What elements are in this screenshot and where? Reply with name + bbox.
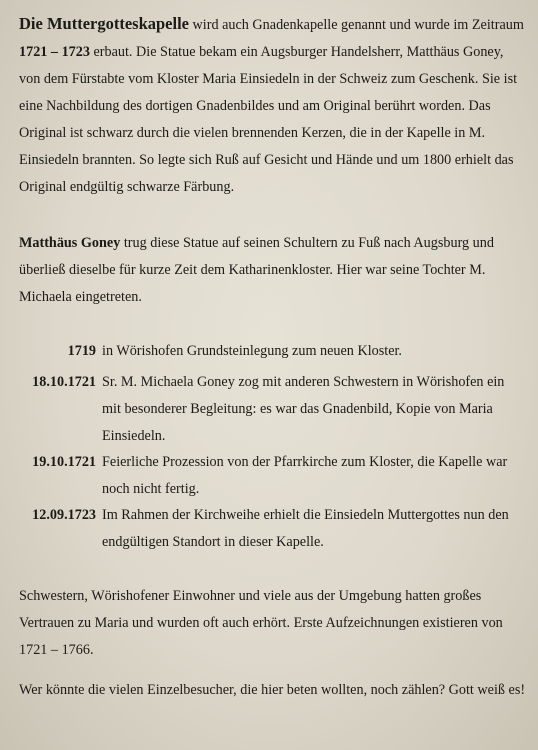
goney-paragraph xyxy=(19,230,527,311)
chronology-date: 18.10.1721 xyxy=(32,374,96,390)
intro-text-1: wird auch Gnadenkapelle genannt und wurde im Zeitraum xyxy=(189,17,524,33)
heading-title: Die Muttergotteskapelle xyxy=(19,14,189,33)
chronology-date: 19.10.1721 xyxy=(32,454,96,470)
chronology-date: 12.09.1723 xyxy=(32,507,96,523)
goney-name: Matthäus Goney xyxy=(19,235,121,251)
chronology-text: in Wörishofen Grundsteinlegung zum neuen Kloster. xyxy=(102,343,402,359)
intro-text-2: erbaut. Die Statue bekam ein Augsburger Handelsherr, Matthäus Goney, von dem Fürstabte vom Kloster Maria Einsiedeln in der Schweiz zum Geschenk. Sie ist eine Nachbildung des dortigen Gnadenbildes und am Original berührt worden. Das Original ist schwarz durch die vielen brennenden Kerzen, die in der Kapelle in M. Einsiedeln brannten. So legte sich Ruß auf Gesicht und Hände und um 1800 erhielt das Original endgültig schwarze Färbung. xyxy=(19,44,518,195)
final-paragraph: Wer könnte die vielen Einzelbesucher, die hier beten wollten, noch zählen? Gott weiß es! xyxy=(19,682,526,698)
intro-paragraph xyxy=(19,10,527,201)
intro-years: 1721 – 1723 xyxy=(19,44,90,60)
chronology-text: Im Rahmen der Kirchweihe erhielt die Einsiedeln Muttergottes nun den endgültigen Standort in dieser Kapelle. xyxy=(102,507,509,550)
chronology-text: Feierliche Prozession von der Pfarrkirche zum Kloster, die Kapelle war noch nicht fertig. xyxy=(102,454,508,497)
chronology-date: 1719 xyxy=(67,343,96,359)
chronology-text: Sr. M. Michaela Goney zog mit anderen Schwestern in Wörishofen ein mit besonderer Begleitung: es war das Gnadenbild, Kopie von Maria Einsiedeln. xyxy=(102,374,505,444)
goney-text: trug diese Statue auf seinen Schultern zu Fuß nach Augsburg und überließ dieselbe für kurze Zeit dem Katharinenkloster. Hier war seine Tochter M. Michaela eingetreten. xyxy=(19,235,494,305)
closing-paragraph: Schwestern, Wörishofener Einwohner und viele aus der Umgebung hatten großes Vertrauen zu Maria und wurden oft auch erhört. Erste Aufzeichnungen existieren von 1721 – 1766. xyxy=(19,588,503,658)
